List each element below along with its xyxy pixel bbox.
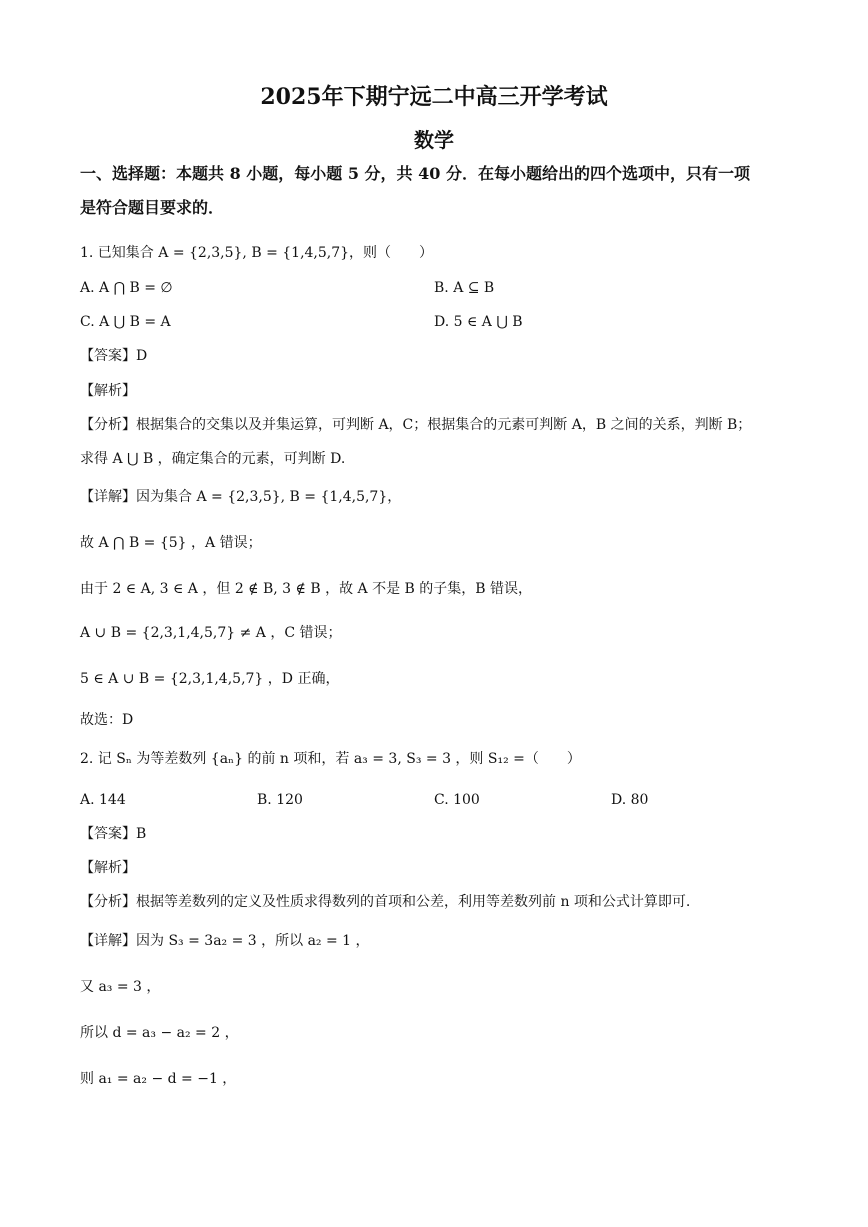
q1-detail-line-1: 【详解】因为集合 A = {2,3,5}, B = {1,4,5,7}， — [80, 489, 402, 505]
q2-detail-line-3: 所以 d = a₃ − a₂ = 2 ， — [80, 1025, 239, 1041]
q2-option-c: C. 100 — [434, 792, 480, 808]
exam-title: 2025年下期宁远二中高三开学考试 — [260, 84, 608, 110]
q1-analysis-label: 【解析】 — [80, 383, 136, 399]
q1-detail-line-5: 5 ∈ A ∪ B = {2,3,1,4,5,7} ，D 正确， — [80, 671, 340, 687]
q1-answer: 【答案】D — [80, 348, 148, 364]
q2-option-a: A. 144 — [80, 792, 126, 808]
q1-detail-line-4: A ∪ B = {2,3,1,4,5,7} ≠ A ，C 错误； — [80, 625, 342, 641]
q2-stem: 2. 记 Sₙ 为等差数列 {aₙ} 的前 n 项和，若 a₃ = 3, S₃ = 3 ，则 S₁₂ =（ ） — [80, 751, 581, 767]
q1-option-c: C. A ⋃ B = A — [80, 314, 171, 330]
section-heading-line-1: 一、选择题：本题共 8 小题，每小题 5 分，共 40 分．在每小题给出的四个选项中，只有一项 — [80, 164, 750, 183]
q1-stem: 1. 已知集合 A = {2,3,5}, B = {1,4,5,7}，则（ ） — [80, 245, 434, 261]
q1-option-a: A. A ⋂ B = ∅ — [80, 280, 173, 296]
q2-fenxi: 【分析】根据等差数列的定义及性质求得数列的首项和公差，利用等差数列前 n 项和公式计算即可. — [80, 894, 691, 910]
q1-detail-line-3: 由于 2 ∈ A, 3 ∈ A ，但 2 ∉ B, 3 ∉ B ，故 A 不是 B 的子集，B 错误， — [80, 581, 533, 597]
q2-answer: 【答案】B — [80, 826, 147, 842]
q2-detail-line-4: 则 a₁ = a₂ − d = −1 ， — [80, 1071, 237, 1087]
q1-choose: 故选：D — [80, 712, 134, 728]
q1-detail-line-2: 故 A ⋂ B = {5} ，A 错误； — [80, 535, 262, 551]
subject-heading: 数学 — [414, 128, 454, 152]
q1-option-d: D. 5 ∈ A ⋃ B — [434, 314, 523, 330]
q1-fenxi-line-1: 【分析】根据集合的交集以及并集运算，可判断 A，C；根据集合的元素可判断 A，B 之间的关系，判断 B； — [80, 417, 752, 433]
q2-option-d: D. 80 — [611, 792, 649, 808]
q1-fenxi-line-2: 求得 A ⋃ B ，确定集合的元素，可判断 D. — [80, 451, 346, 467]
q1-option-b: B. A ⊆ B — [434, 280, 495, 296]
q2-option-b: B. 120 — [257, 792, 303, 808]
q2-detail-line-1: 【详解】因为 S₃ = 3a₂ = 3 ，所以 a₂ = 1 ， — [80, 933, 370, 949]
q2-detail-line-2: 又 a₃ = 3 ， — [80, 979, 161, 995]
q2-analysis-label: 【解析】 — [80, 860, 136, 876]
section-heading-line-2: 是符合题目要求的． — [80, 198, 225, 217]
